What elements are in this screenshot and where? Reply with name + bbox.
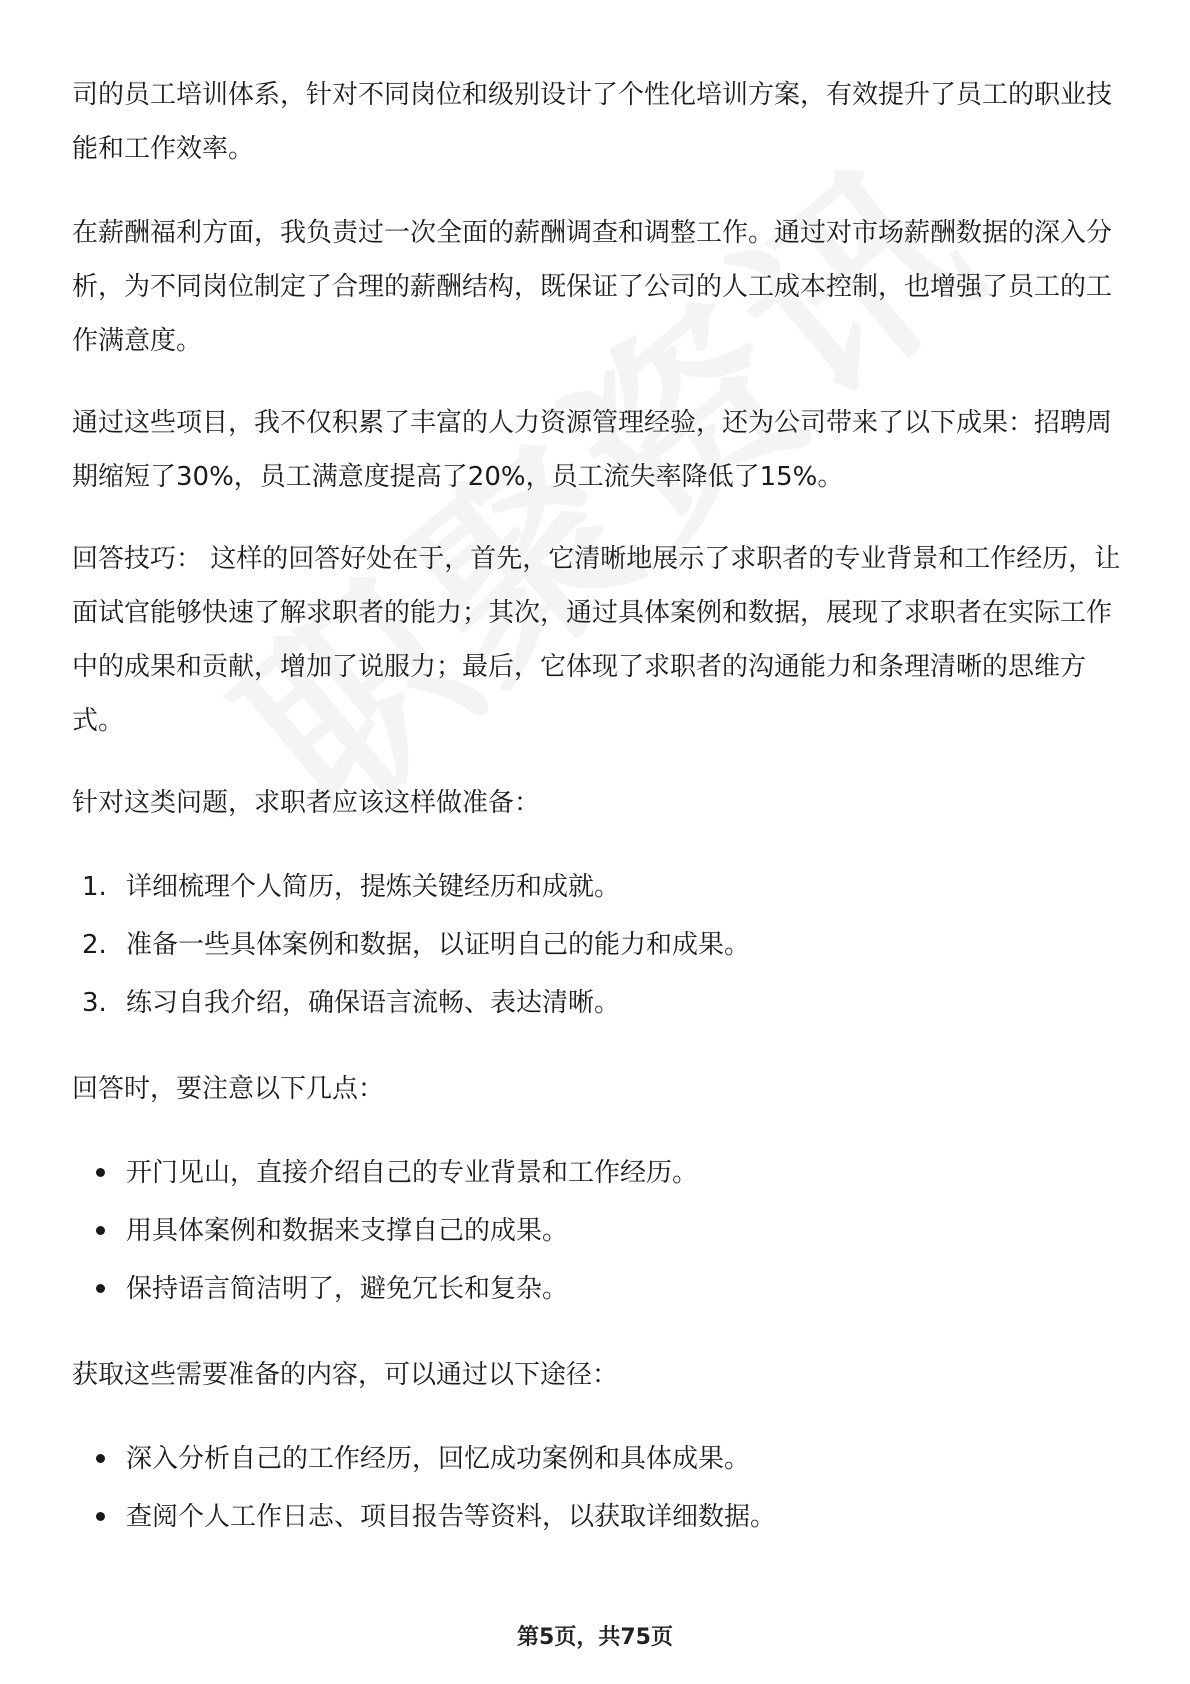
list-number: 1. — [82, 872, 107, 902]
attention-list-item — [72, 1260, 1122, 1318]
paragraph-sources-heading: 获取这些需要准备的内容，可以通过以下途径： — [72, 1360, 619, 1390]
prep-list-item — [72, 858, 1122, 916]
attention-list — [72, 1144, 1122, 1318]
attention-list-item — [72, 1144, 1122, 1202]
list-item-text: 开门见山，直接介绍自己的专业背景和工作经历。 — [126, 1158, 699, 1188]
paragraph-answer-tips: 回答技巧： 这样的回答好处在于，首先，它清晰地展示了求职者的专业背景和工作经历，让面试官能够快速了解求职者的能力；其次，通过具体案例和数据，展现了求职者在实际工作中的成果和贡献，增加了说服力；最后，它体现了求职者的沟通能力和条理清晰的思维方式。 — [72, 544, 1121, 736]
list-item-text: 保持语言简洁明了，避免冗长和复杂。 — [126, 1274, 569, 1304]
bullet-icon — [96, 1168, 105, 1177]
list-item-text: 准备一些具体案例和数据，以证明自己的能力和成果。 — [126, 930, 751, 960]
attention-list-item — [72, 1202, 1122, 1260]
sources-list — [72, 1430, 1122, 1546]
prep-list — [72, 858, 1122, 1032]
list-item-text: 深入分析自己的工作经历，回忆成功案例和具体成果。 — [126, 1444, 751, 1474]
bullet-icon — [96, 1454, 105, 1463]
paragraph-training: 司的员工培训体系，针对不同岗位和级别设计了个性化培训方案，有效提升了员工的职业技能和工作效率。 — [72, 80, 1113, 164]
paragraph-results: 通过这些项目，我不仅积累了丰富的人力资源管理经验，还为公司带来了以下成果：招聘周期缩短了30%，员工满意度提高了20%，员工流失率降低了15%。 — [72, 408, 1113, 492]
bullet-icon — [96, 1284, 105, 1293]
list-item-text: 用具体案例和数据来支撑自己的成果。 — [126, 1216, 569, 1246]
list-item-text: 查阅个人工作日志、项目报告等资料，以获取详细数据。 — [126, 1502, 777, 1532]
document-body — [72, 68, 1122, 1576]
paragraph-attention-heading: 回答时，要注意以下几点： — [72, 1074, 385, 1104]
page-footer: 第5页，共75页 — [517, 1625, 673, 1650]
bullet-icon — [96, 1226, 105, 1235]
sources-list-item — [72, 1488, 1122, 1546]
paragraph-prep-heading: 针对这类问题，求职者应该这样做准备： — [72, 788, 541, 818]
list-number: 3. — [82, 988, 107, 1018]
bullet-icon — [96, 1512, 105, 1521]
list-item-text: 详细梳理个人简历，提炼关键经历和成就。 — [126, 872, 621, 902]
sources-list-item — [72, 1430, 1122, 1488]
list-number: 2. — [82, 930, 107, 960]
prep-list-item — [72, 974, 1122, 1032]
paragraph-compensation: 在薪酬福利方面，我负责过一次全面的薪酬调查和调整工作。通过对市场薪酬数据的深入分析，为不同岗位制定了合理的薪酬结构，既保证了公司的人工成本控制，也增强了员工的工作满意度。 — [72, 218, 1113, 356]
list-item-text: 练习自我介绍，确保语言流畅、表达清晰。 — [126, 988, 621, 1018]
prep-list-item — [72, 916, 1122, 974]
